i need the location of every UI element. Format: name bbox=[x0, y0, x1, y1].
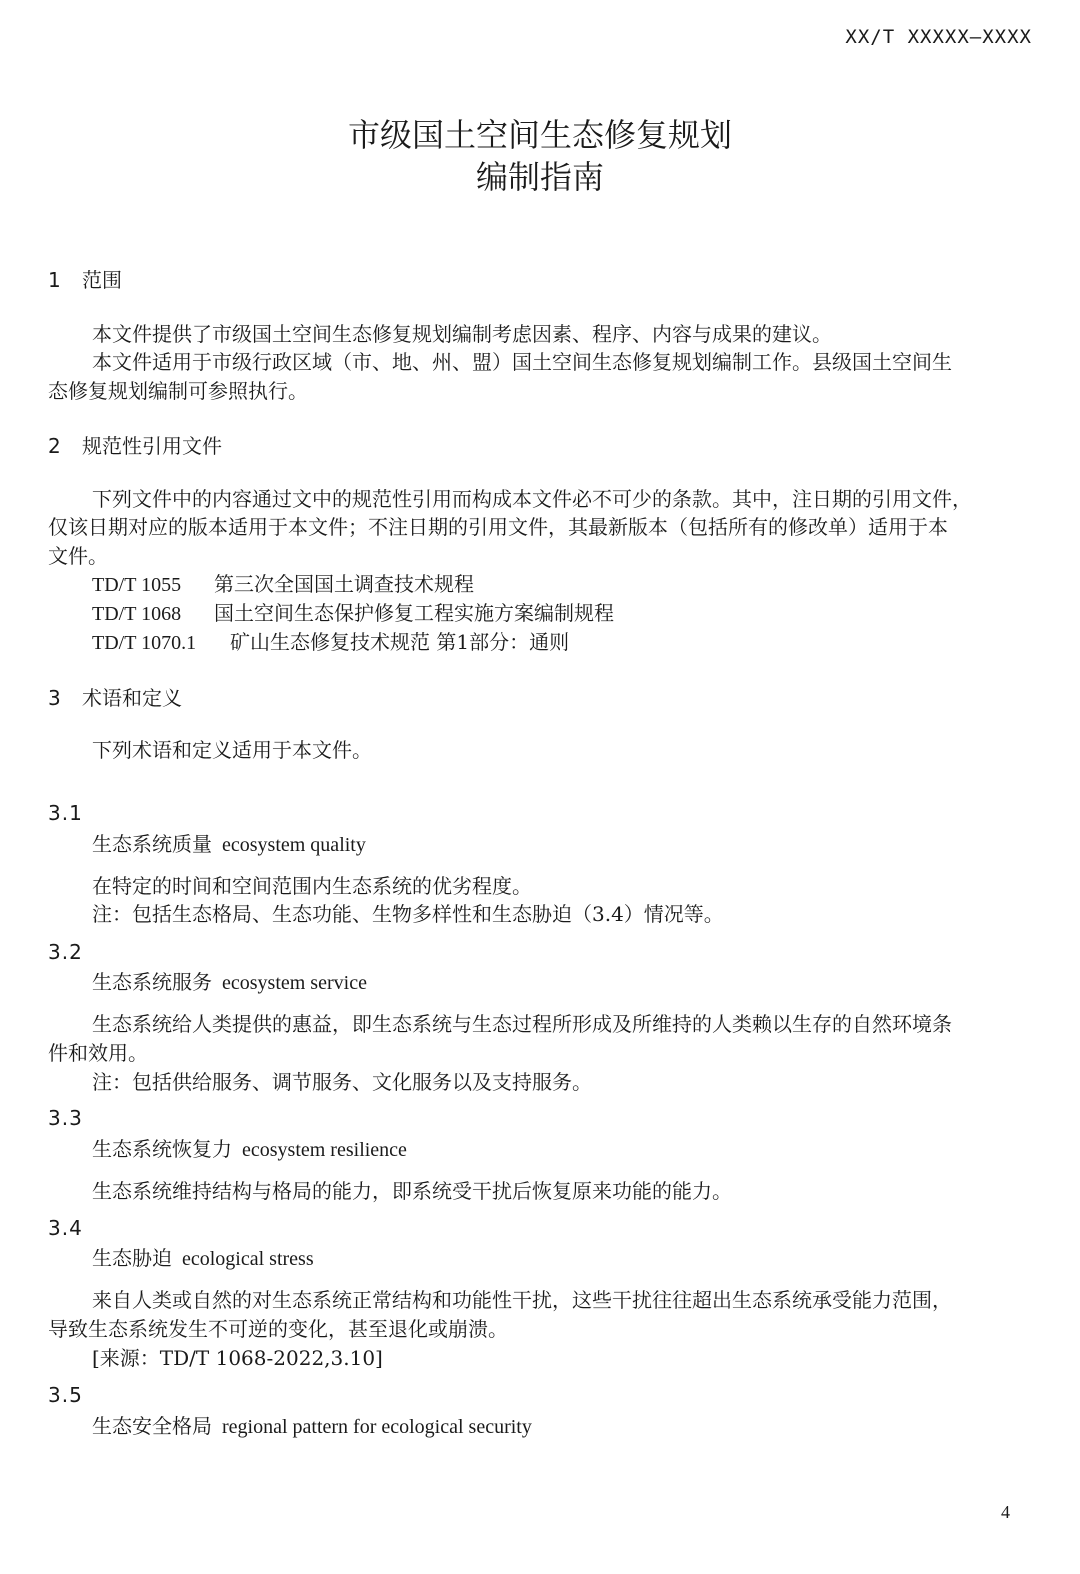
standard-code: XX/T XXXXX—XXXX bbox=[845, 26, 1032, 48]
reference-item bbox=[92, 568, 474, 597]
term-en: regional pattern for ecological security bbox=[222, 1416, 532, 1438]
term-number: 3.4 bbox=[48, 1216, 83, 1240]
section-number: 3 bbox=[48, 686, 61, 710]
term-heading bbox=[92, 1133, 407, 1162]
term-number: 3.3 bbox=[48, 1106, 83, 1130]
s1-paragraph-2-line1: 本文件适用于市级行政区域（市、地、州、盟）国土空间生态修复规划编制工作。县级国土空间生 bbox=[92, 350, 952, 374]
reference-item bbox=[92, 626, 569, 655]
section-1-heading bbox=[48, 264, 122, 293]
term-en: ecosystem quality bbox=[222, 834, 366, 856]
term-definition-line1: 来自人类或自然的对生态系统正常结构和功能性干扰，这些干扰往往超出生态系统承受能力范围， bbox=[92, 1288, 952, 1312]
term-definition: 在特定的时间和空间范围内生态系统的优劣程度。 bbox=[92, 874, 532, 898]
term-zh: 生态安全格局 bbox=[92, 1414, 212, 1438]
term-zh: 生态系统服务 bbox=[92, 970, 212, 994]
term-note: 注：包括生态格局、生态功能、生物多样性和生态胁迫（3.4）情况等。 bbox=[92, 902, 724, 926]
reference-title: 国土空间生态保护修复工程实施方案编制规程 bbox=[214, 601, 614, 625]
s3-intro: 下列术语和定义适用于本文件。 bbox=[92, 738, 372, 762]
term-heading bbox=[92, 1242, 314, 1271]
reference-code: TD/T 1055 bbox=[92, 574, 182, 596]
reference-title: 第三次全国国土调查技术规程 bbox=[214, 572, 474, 596]
term-zh: 生态系统质量 bbox=[92, 832, 212, 856]
section-title: 范围 bbox=[82, 268, 122, 292]
term-definition-line1: 生态系统给人类提供的惠益，即生态系统与生态过程所形成及所维持的人类赖以生存的自然环境条 bbox=[92, 1012, 952, 1036]
reference-item bbox=[92, 597, 614, 626]
section-number: 2 bbox=[48, 434, 61, 458]
term-en: ecosystem service bbox=[222, 972, 367, 994]
section-number: 1 bbox=[48, 268, 61, 292]
section-title: 术语和定义 bbox=[82, 686, 182, 710]
term-source: [来源：TD/T 1068-2022,3.10] bbox=[92, 1346, 383, 1370]
term-number: 3.5 bbox=[48, 1383, 83, 1407]
page-number: 4 bbox=[1001, 1502, 1010, 1522]
term-zh: 生态胁迫 bbox=[92, 1246, 172, 1270]
document-title-line1: 市级国土空间生态修复规划 bbox=[347, 116, 732, 154]
section-title: 规范性引用文件 bbox=[82, 434, 222, 458]
section-3-heading bbox=[48, 682, 182, 711]
term-number: 3.1 bbox=[48, 801, 83, 825]
term-zh: 生态系统恢复力 bbox=[92, 1137, 232, 1161]
term-heading bbox=[92, 1410, 532, 1439]
term-definition: 生态系统维持结构与格局的能力，即系统受干扰后恢复原来功能的能力。 bbox=[92, 1179, 732, 1203]
term-number: 3.2 bbox=[48, 940, 83, 964]
s2-paragraph-line3: 文件。 bbox=[48, 544, 108, 568]
term-definition-line2: 件和效用。 bbox=[48, 1041, 148, 1065]
term-heading bbox=[92, 966, 367, 995]
term-heading bbox=[92, 828, 366, 857]
reference-code: TD/T 1070.1 bbox=[92, 632, 197, 654]
term-en: ecosystem resilience bbox=[242, 1139, 407, 1161]
term-definition-line2: 导致生态系统发生不可逆的变化，甚至退化或崩溃。 bbox=[48, 1317, 508, 1341]
reference-code: TD/T 1068 bbox=[92, 603, 182, 625]
s1-paragraph-1: 本文件提供了市级国土空间生态修复规划编制考虑因素、程序、内容与成果的建议。 bbox=[92, 322, 832, 346]
term-note: 注：包括供给服务、调节服务、文化服务以及支持服务。 bbox=[92, 1070, 592, 1094]
s2-paragraph-line1: 下列文件中的内容通过文中的规范性引用而构成本文件必不可少的条款。其中，注日期的引用文件， bbox=[92, 487, 972, 511]
reference-title: 矿山生态修复技术规范 第1部分：通则 bbox=[230, 630, 570, 654]
document-title-line2: 编制指南 bbox=[475, 158, 604, 196]
s2-paragraph-line2: 仅该日期对应的版本适用于本文件；不注日期的引用文件，其最新版本（包括所有的修改单）适用于本 bbox=[48, 515, 948, 539]
section-2-heading bbox=[48, 430, 222, 459]
term-en: ecological stress bbox=[182, 1248, 314, 1270]
s1-paragraph-2-line2: 态修复规划编制可参照执行。 bbox=[48, 379, 308, 403]
